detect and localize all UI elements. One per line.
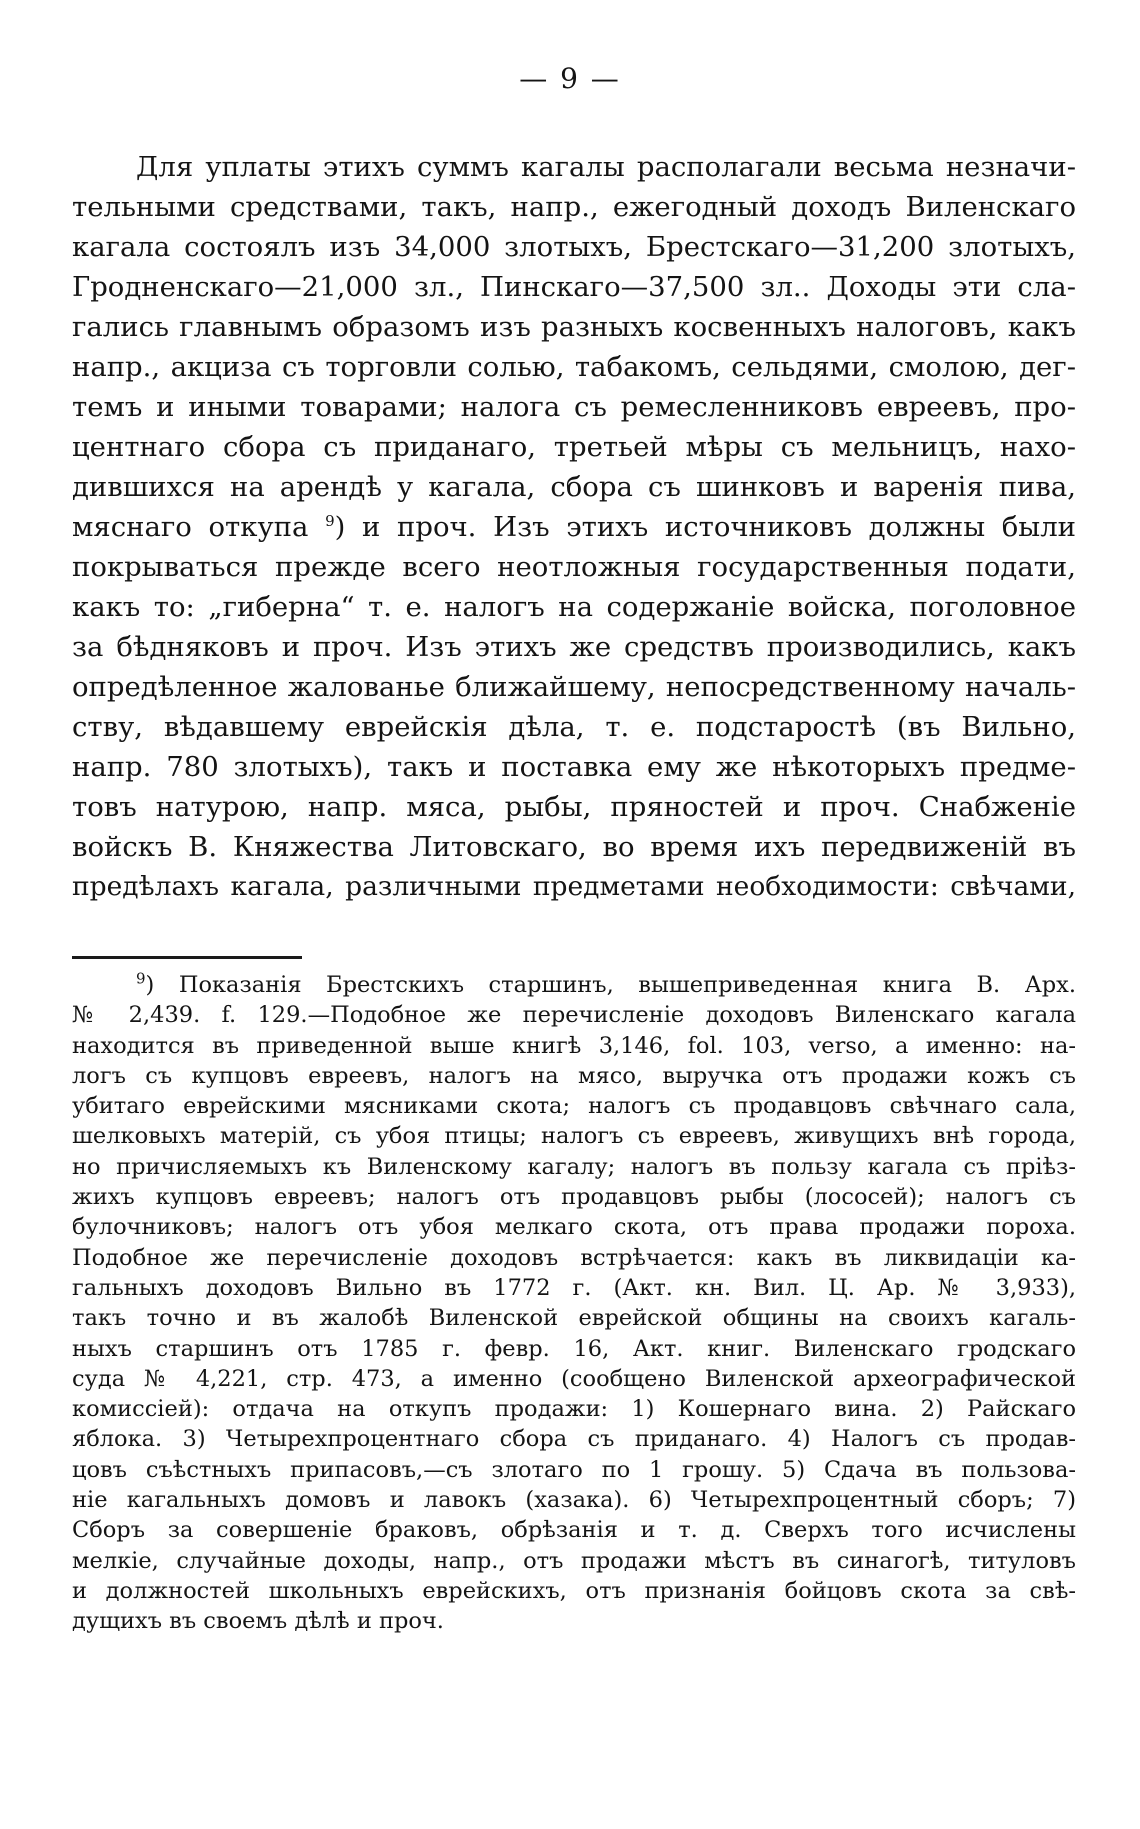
page-number: — 9 —	[519, 62, 621, 95]
footnote-line: ніе кагальныхъ домовъ и лавокъ (хазака). 6) Четырехпроцентный сборъ; 7)	[72, 1487, 1076, 1514]
footnote-line: шелковыхъ матерій, съ убоя птицы; налогъ съ евреевъ, живущихъ внѣ города,	[72, 1123, 1076, 1150]
body-line-head: мяснаго откупа	[72, 511, 309, 543]
footnote-line: гальныхъ доходовъ Вильно въ 1772 г. (Акт. кн. Вил. Ц. Ар. № 3,933),	[72, 1274, 1076, 1301]
body-line: ству, вѣдавшему еврейскія дѣла, т. е. подстаростѣ (въ Вильно,	[72, 711, 1076, 743]
footnote-line-text: ) Показанія Брестскихъ старшинъ, вышеприведенная книга В. Арх.	[145, 972, 1076, 998]
footnote-line: Сборъ за совершеніе браковъ, обрѣзанія и т. д. Сверхъ того исчислены	[72, 1517, 1076, 1544]
footnote-line: и должностей школьныхъ еврейскихъ, отъ признанія бойцовъ скота за свѣ-	[72, 1577, 1076, 1604]
footnote	[72, 970, 1076, 1637]
body-line: гались главнымъ образомъ изъ разныхъ косвенныхъ налоговъ, какъ	[72, 311, 1076, 343]
footnote-line-last: дущихъ въ своемъ дѣлѣ и проч.	[72, 1608, 444, 1635]
footnote-line: логъ съ купцовъ евреевъ, налогъ на мясо, выручка отъ продажи кожъ съ	[72, 1062, 1076, 1089]
body-line-tail: ) и проч. Изъ этихъ источниковъ должны были	[334, 511, 1076, 543]
footnote-line: жихъ купцовъ евреевъ; налогъ отъ продавцовъ рыбы (лососей); налогъ съ	[72, 1184, 1076, 1211]
body-line: товъ натурою, напр. мяса, рыбы, пряностей и проч. Снабженіе	[72, 791, 1076, 823]
footnote-line: убитаго еврейскими мясниками скота; налогъ съ продавцовъ свѣчнаго сала,	[72, 1093, 1076, 1120]
footnote-marker: 9	[136, 969, 146, 988]
body-line: войскъ В. Княжества Литовскаго, во время ихъ передвиженій въ	[72, 831, 1076, 863]
body-line: центнаго сбора съ приданаго, третьей мѣры съ мельницъ, нахо-	[72, 431, 1076, 463]
body-line: какъ то: „гиберна“ т. е. налогъ на содержаніе войска, поголовное	[72, 591, 1076, 623]
body-line: опредѣленное жалованье ближайшему, непосредственному началь-	[72, 671, 1076, 703]
footnote-line: Подобное же перечисленіе доходовъ встрѣчается: какъ въ ликвидаціи ка-	[72, 1244, 1076, 1271]
footnote-line: № 2,439. f. 129.—Подобное же перечисленіе доходовъ Виленскаго кагала	[72, 1002, 1076, 1029]
footnote-line: суда № 4,221, стр. 473, а именно (сообщено Виленской археографической	[72, 1365, 1076, 1392]
footnote-line: такъ точно и въ жалобѣ Виленской еврейской общины на своихъ кагаль-	[72, 1305, 1076, 1332]
body-line: за бѣдняковъ и проч. Изъ этихъ же средствъ производились, какъ	[72, 631, 1076, 663]
body-line: напр. 780 злотыхъ), такъ и поставка ему же нѣкоторыхъ предме-	[72, 751, 1076, 783]
body-line: тельными средствами, такъ, напр., ежегодный доходъ Виленскаго	[72, 191, 1076, 223]
body-line: кагала состоялъ изъ 34,000 злотыхъ, Брестскаго—31,200 злотыхъ,	[72, 231, 1076, 263]
footnote-line: находится въ приведенной выше книгѣ 3,146, fol. 103, verso, а именно: на-	[72, 1032, 1076, 1059]
body-line-with-footnote-ref	[72, 507, 1076, 547]
footnote-line: цовъ съѣстныхъ припасовъ,—съ злотаго по 1 грошу. 5) Сдача въ пользова-	[72, 1456, 1076, 1483]
body-line: дившихся на арендѣ у кагала, сбора съ шинковъ и варенія пива,	[72, 471, 1076, 503]
footnote-line: мелкіе, случайные доходы, напр., отъ продажи мѣстъ въ синагогѣ, титуловъ	[72, 1547, 1076, 1574]
footnote-line: яблока. 3) Четырехпроцентнаго сбора съ приданаго. 4) Налогъ съ продав-	[72, 1426, 1076, 1453]
body-line: напр., акциза съ торговли солью, табакомъ, сельдями, смолою, дег-	[72, 351, 1076, 383]
footnote-reference: 9	[325, 511, 335, 530]
footnote-line: ныхъ старшинъ отъ 1785 г. февр. 16, Акт. книг. Виленскаго гродскаго	[72, 1335, 1076, 1362]
body-line: предѣлахъ кагала, различными предметами необходимости: свѣчами,	[72, 871, 1076, 902]
body-line: покрываться прежде всего неотложныя государственныя подати,	[72, 551, 1076, 583]
footnote-line: комиссіей): отдача на откупъ продажи: 1) Кошернаго вина. 2) Райскаго	[72, 1396, 1076, 1423]
footnote-line: булочниковъ; налогъ отъ убоя мелкаго скота, отъ права продажи пороха.	[72, 1214, 1076, 1241]
body-line: Гродненскаго—21,000 зл., Пинскаго—37,500 зл.. Доходы эти сла-	[72, 271, 1076, 303]
body-line: темъ и иными товарами; налога съ ремесленниковъ евреевъ, про-	[72, 391, 1076, 423]
footnote-line: но причисляемыхъ къ Виленскому кагалу; налогъ въ пользу кагала съ пріѣз-	[72, 1153, 1076, 1180]
footnote-line-with-marker	[72, 970, 1076, 1000]
main-paragraph	[72, 147, 1076, 907]
body-line: Для уплаты этихъ суммъ кагалы располагали весьма незначи-	[136, 151, 1076, 183]
footnote-divider	[72, 956, 302, 959]
